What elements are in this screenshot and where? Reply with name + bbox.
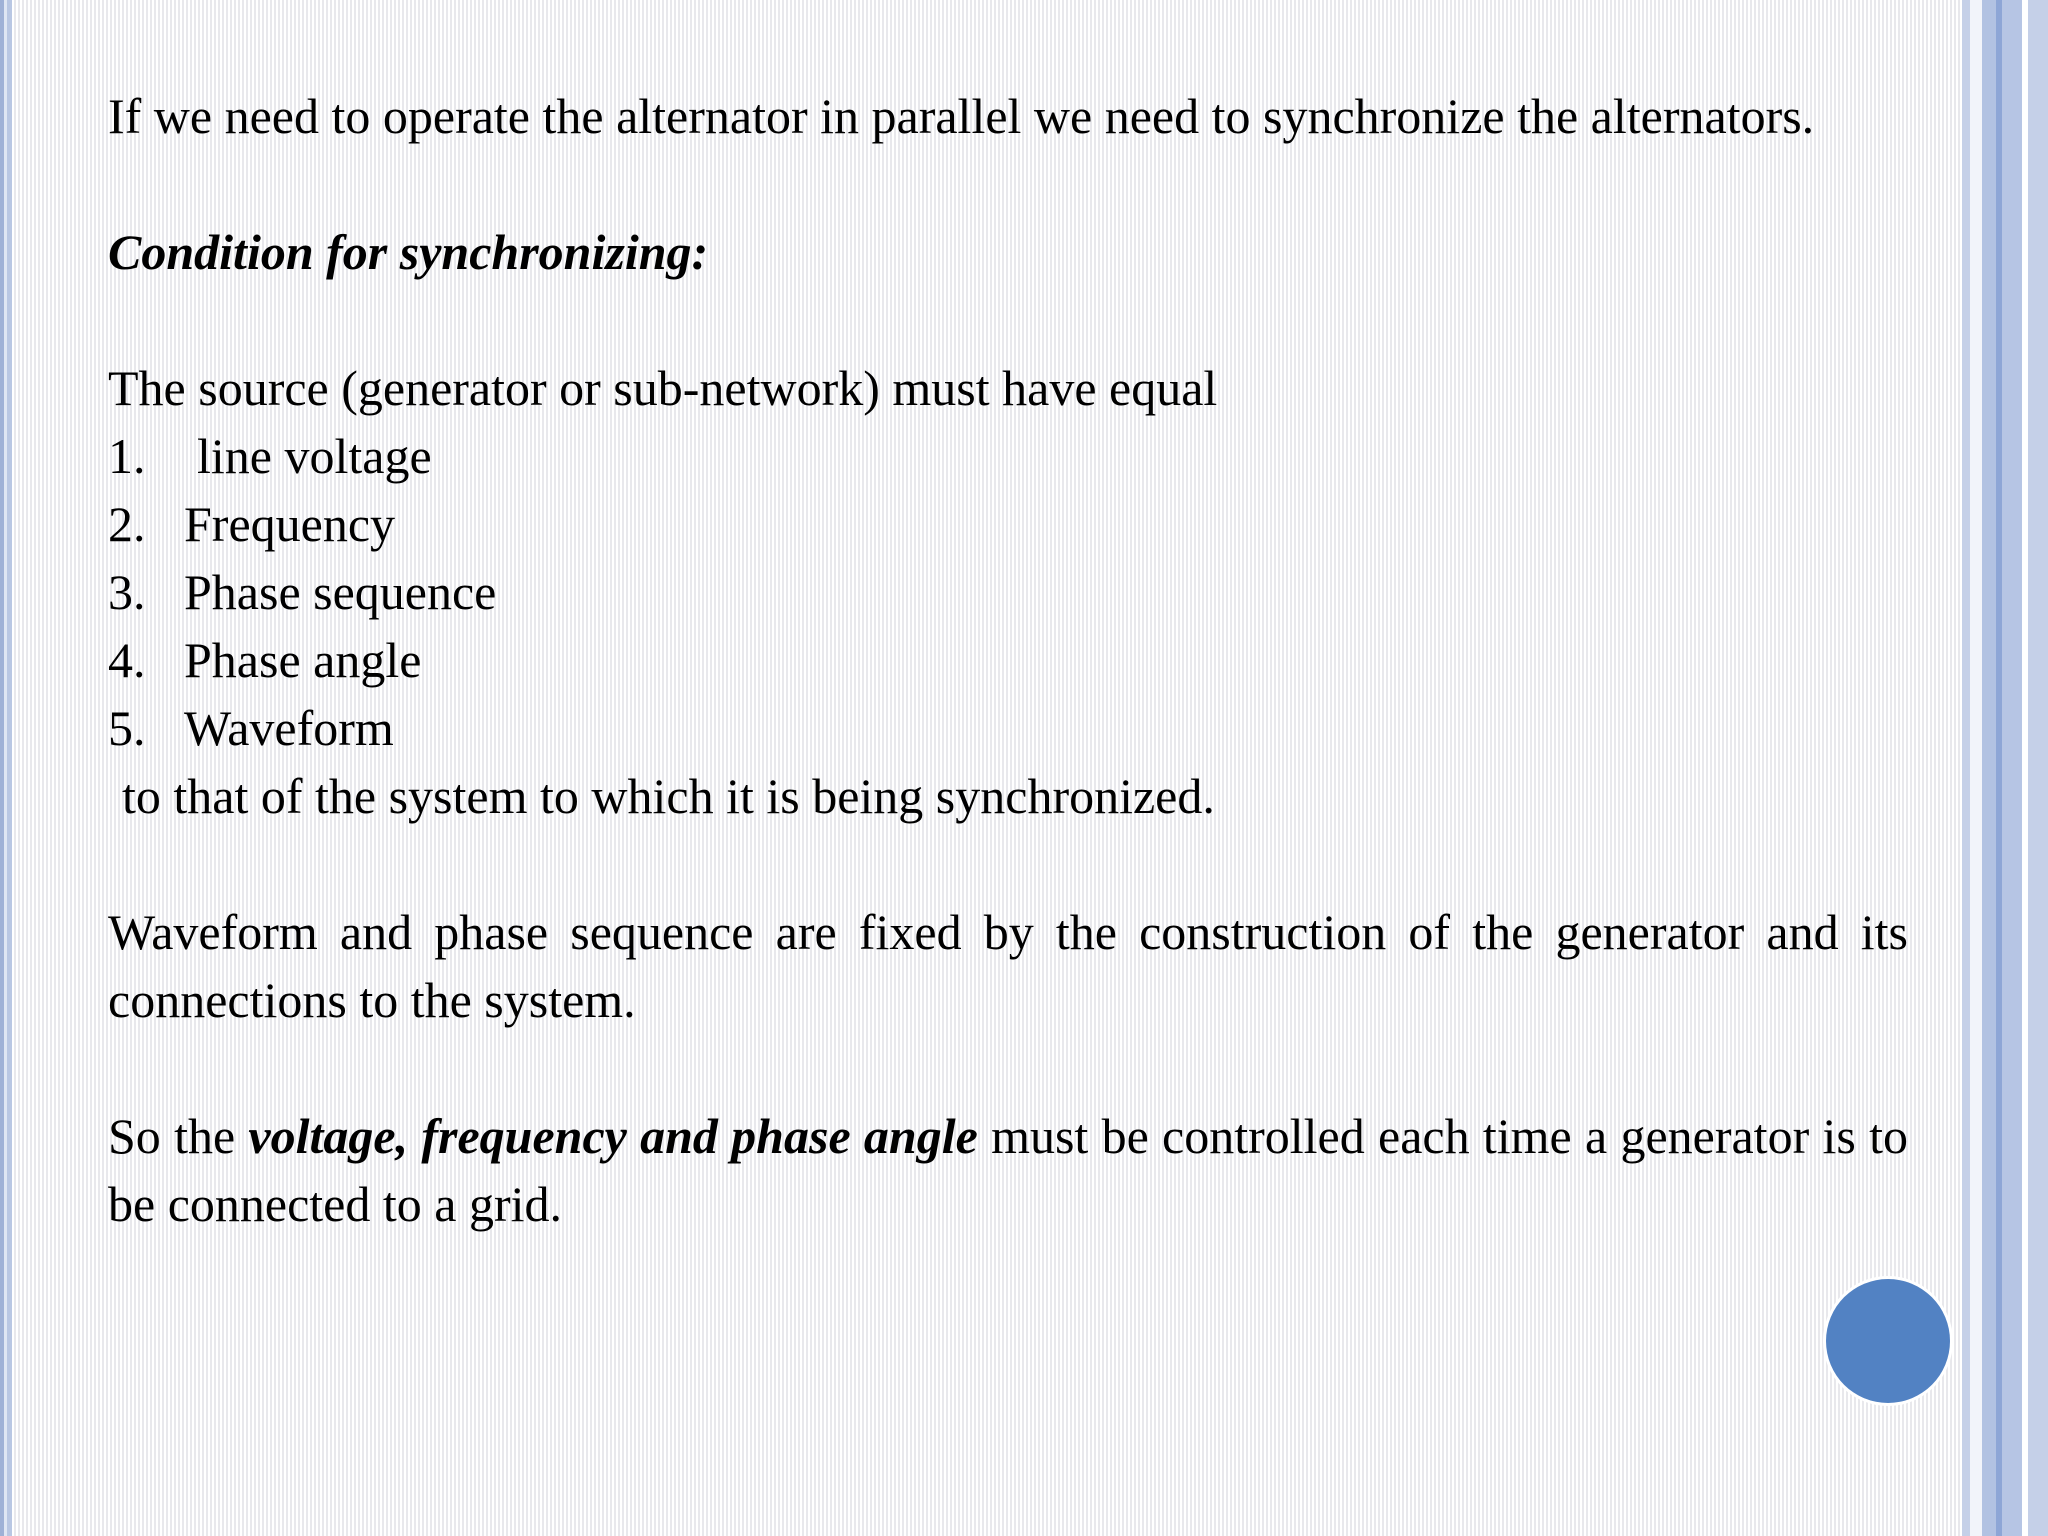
list-item-number: 1. <box>108 428 146 484</box>
list-item <box>108 694 1908 762</box>
control-suffix: must be controlled each time a generator is to be connected to a grid. <box>108 1108 1908 1232</box>
blank-line <box>108 150 1908 218</box>
blue-circle-decoration <box>1826 1279 1950 1403</box>
waveform-paragraph: Waveform and phase sequence are fixed by the construction of the generator and its connections to the system. <box>108 904 1908 1028</box>
list-item-number: 3. <box>108 564 146 620</box>
blank-line <box>108 1034 1908 1102</box>
list-item-number: 4. <box>108 632 146 688</box>
blank-line <box>108 830 1908 898</box>
list-item-text: Waveform <box>184 700 394 756</box>
list-item <box>108 490 1908 558</box>
blank-line <box>108 286 1908 354</box>
list-item-text: Phase angle <box>184 632 422 688</box>
slide-left-border <box>0 0 12 1536</box>
list-item-text: Phase sequence <box>184 564 497 620</box>
list-item <box>108 422 1908 490</box>
lead-sentence: The source (generator or sub-network) must have equal <box>108 360 1218 416</box>
list-item-number: 5. <box>108 700 146 756</box>
control-prefix: So the <box>108 1108 236 1164</box>
control-paragraph <box>108 1102 1908 1238</box>
list-item-text: Frequency <box>184 496 396 552</box>
list-item-number: 2. <box>108 496 146 552</box>
tail-sentence: to that of the system to which it is being synchronized. <box>122 768 1215 824</box>
intro-paragraph: If we need to operate the alternator in parallel we need to synchronize the alternators. <box>108 88 1815 144</box>
control-emphasis: voltage, frequency and phase angle <box>248 1108 978 1164</box>
list-item <box>108 558 1908 626</box>
conditions-list <box>108 422 1908 762</box>
list-item <box>108 626 1908 694</box>
list-item-text: line voltage <box>197 428 432 484</box>
slide-content <box>108 82 1908 1238</box>
slide-right-border <box>1962 0 2048 1536</box>
condition-heading: Condition for synchronizing: <box>108 224 709 280</box>
